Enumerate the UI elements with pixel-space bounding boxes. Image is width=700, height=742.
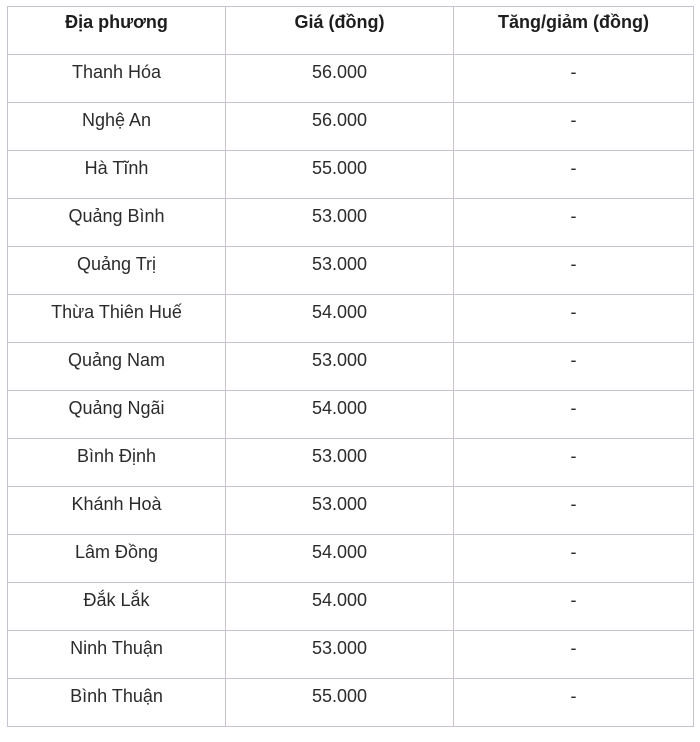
table-row bbox=[8, 487, 694, 535]
table-row bbox=[8, 55, 694, 103]
location-cell: Quảng Nam bbox=[8, 343, 226, 391]
location-cell: Bình Thuận bbox=[8, 679, 226, 727]
change-cell: - bbox=[454, 295, 694, 343]
price-cell: 54.000 bbox=[226, 295, 454, 343]
change-cell: - bbox=[454, 631, 694, 679]
price-cell: 53.000 bbox=[226, 487, 454, 535]
header-change: Tăng/giảm (đồng) bbox=[454, 7, 694, 55]
table-body bbox=[8, 55, 694, 727]
table-row bbox=[8, 199, 694, 247]
price-cell: 53.000 bbox=[226, 247, 454, 295]
price-cell: 54.000 bbox=[226, 535, 454, 583]
location-cell: Bình Định bbox=[8, 439, 226, 487]
location-cell: Quảng Ngãi bbox=[8, 391, 226, 439]
location-cell: Nghệ An bbox=[8, 103, 226, 151]
location-cell: Quảng Bình bbox=[8, 199, 226, 247]
change-cell: - bbox=[454, 343, 694, 391]
location-cell: Hà Tĩnh bbox=[8, 151, 226, 199]
table-row bbox=[8, 535, 694, 583]
location-cell: Quảng Trị bbox=[8, 247, 226, 295]
price-cell: 56.000 bbox=[226, 55, 454, 103]
price-cell: 54.000 bbox=[226, 583, 454, 631]
price-cell: 55.000 bbox=[226, 679, 454, 727]
price-cell: 53.000 bbox=[226, 343, 454, 391]
price-cell: 53.000 bbox=[226, 439, 454, 487]
header-price: Giá (đồng) bbox=[226, 7, 454, 55]
table-row bbox=[8, 439, 694, 487]
change-cell: - bbox=[454, 535, 694, 583]
price-cell: 53.000 bbox=[226, 199, 454, 247]
table-row bbox=[8, 583, 694, 631]
price-cell: 55.000 bbox=[226, 151, 454, 199]
table-row bbox=[8, 631, 694, 679]
table-row bbox=[8, 247, 694, 295]
change-cell: - bbox=[454, 199, 694, 247]
header-row bbox=[8, 7, 694, 55]
price-cell: 56.000 bbox=[226, 103, 454, 151]
location-cell: Ninh Thuận bbox=[8, 631, 226, 679]
table-header bbox=[8, 7, 694, 55]
change-cell: - bbox=[454, 679, 694, 727]
change-cell: - bbox=[454, 391, 694, 439]
price-cell: 53.000 bbox=[226, 631, 454, 679]
change-cell: - bbox=[454, 439, 694, 487]
price-table bbox=[7, 6, 694, 727]
table-row bbox=[8, 103, 694, 151]
table-row bbox=[8, 391, 694, 439]
location-cell: Đắk Lắk bbox=[8, 583, 226, 631]
change-cell: - bbox=[454, 247, 694, 295]
table-row bbox=[8, 295, 694, 343]
table-row bbox=[8, 151, 694, 199]
change-cell: - bbox=[454, 55, 694, 103]
table-row bbox=[8, 679, 694, 727]
table-row bbox=[8, 343, 694, 391]
change-cell: - bbox=[454, 103, 694, 151]
location-cell: Thanh Hóa bbox=[8, 55, 226, 103]
location-cell: Lâm Đồng bbox=[8, 535, 226, 583]
change-cell: - bbox=[454, 583, 694, 631]
header-location: Địa phương bbox=[8, 7, 226, 55]
change-cell: - bbox=[454, 151, 694, 199]
price-table-container bbox=[7, 6, 694, 727]
location-cell: Thừa Thiên Huế bbox=[8, 295, 226, 343]
price-cell: 54.000 bbox=[226, 391, 454, 439]
location-cell: Khánh Hoà bbox=[8, 487, 226, 535]
change-cell: - bbox=[454, 487, 694, 535]
